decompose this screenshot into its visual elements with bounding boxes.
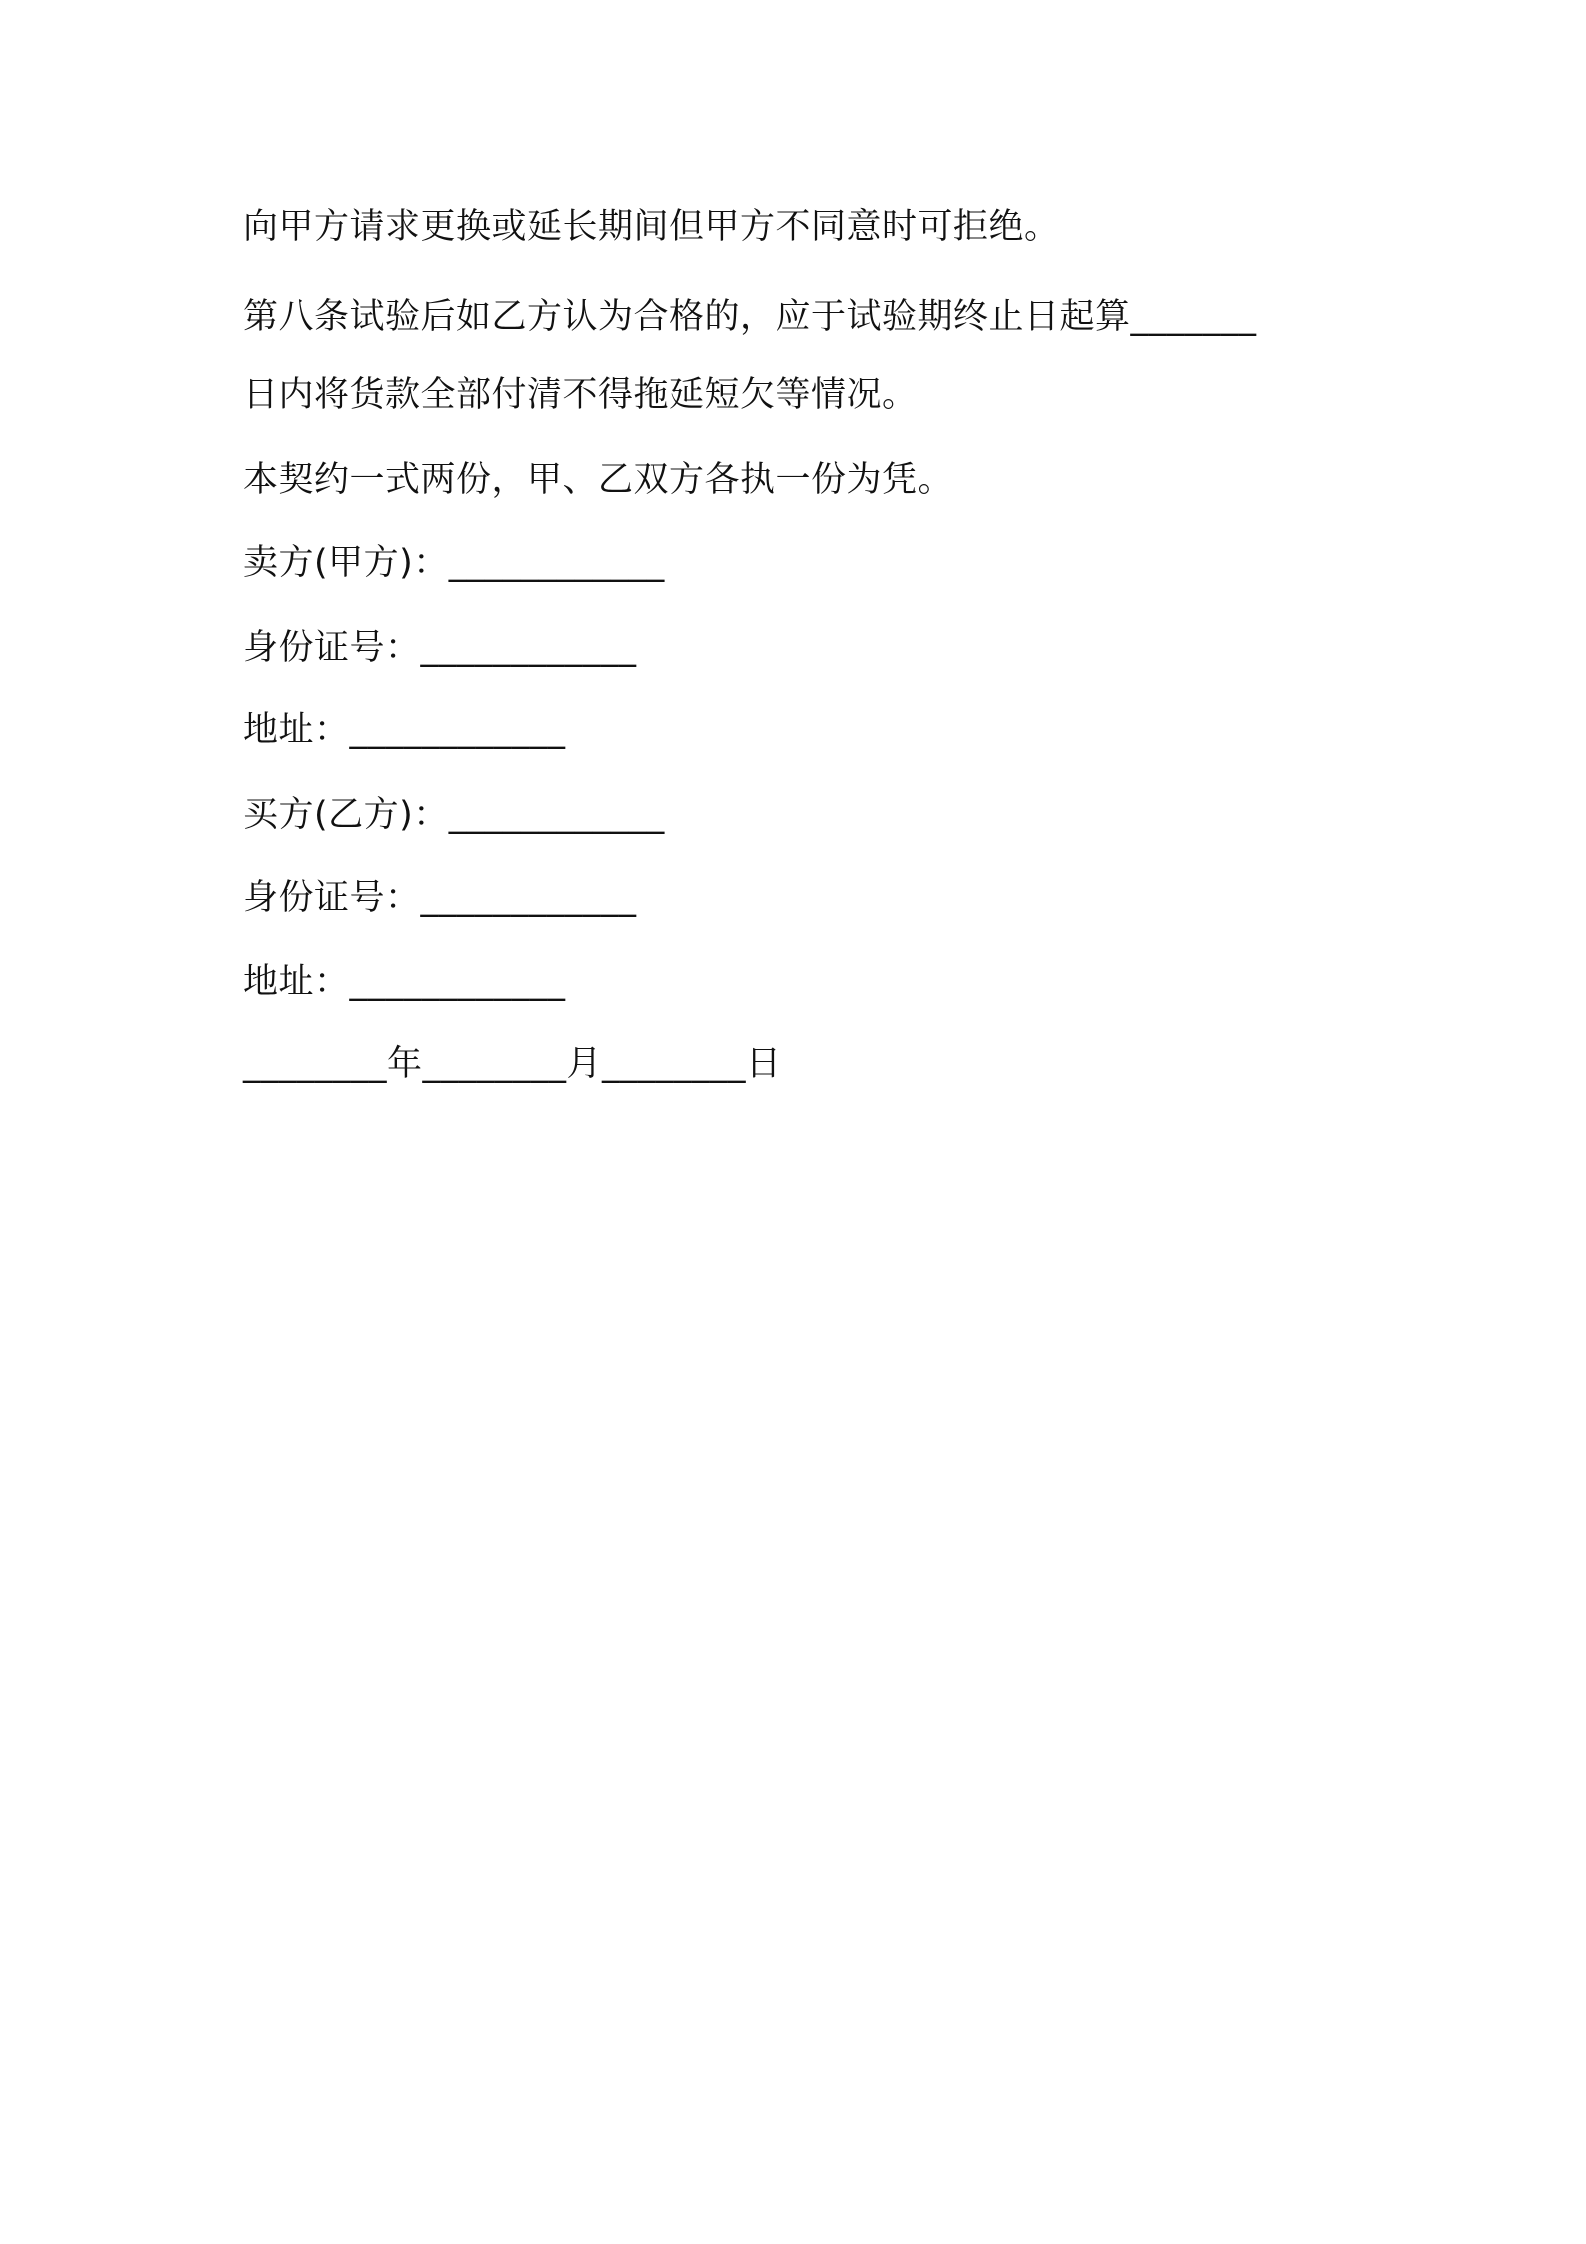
article-eight-continuation: 日内将货款全部付清不得拖延短欠等情况。 bbox=[243, 375, 918, 415]
seller-address-field: 地址：____________ bbox=[243, 710, 566, 750]
buyer-name-field: 买方(乙方)：____________ bbox=[243, 795, 665, 835]
article-eight-line: 第八条试验后如乙方认为合格的，应于试验期终止日起算_______ bbox=[243, 297, 1257, 337]
clause-text-line: 向甲方请求更换或延长期间但甲方不同意时可拒绝。 bbox=[243, 207, 1060, 247]
buyer-id-field: 身份证号：____________ bbox=[243, 878, 637, 918]
buyer-address-field: 地址：____________ bbox=[243, 962, 566, 1002]
seller-id-field: 身份证号：____________ bbox=[243, 628, 637, 668]
date-line: ________年________月________日 bbox=[243, 1044, 782, 1084]
copies-statement: 本契约一式两份，甲、乙双方各执一份为凭。 bbox=[243, 460, 954, 500]
seller-name-field: 卖方(甲方)：____________ bbox=[243, 543, 665, 583]
